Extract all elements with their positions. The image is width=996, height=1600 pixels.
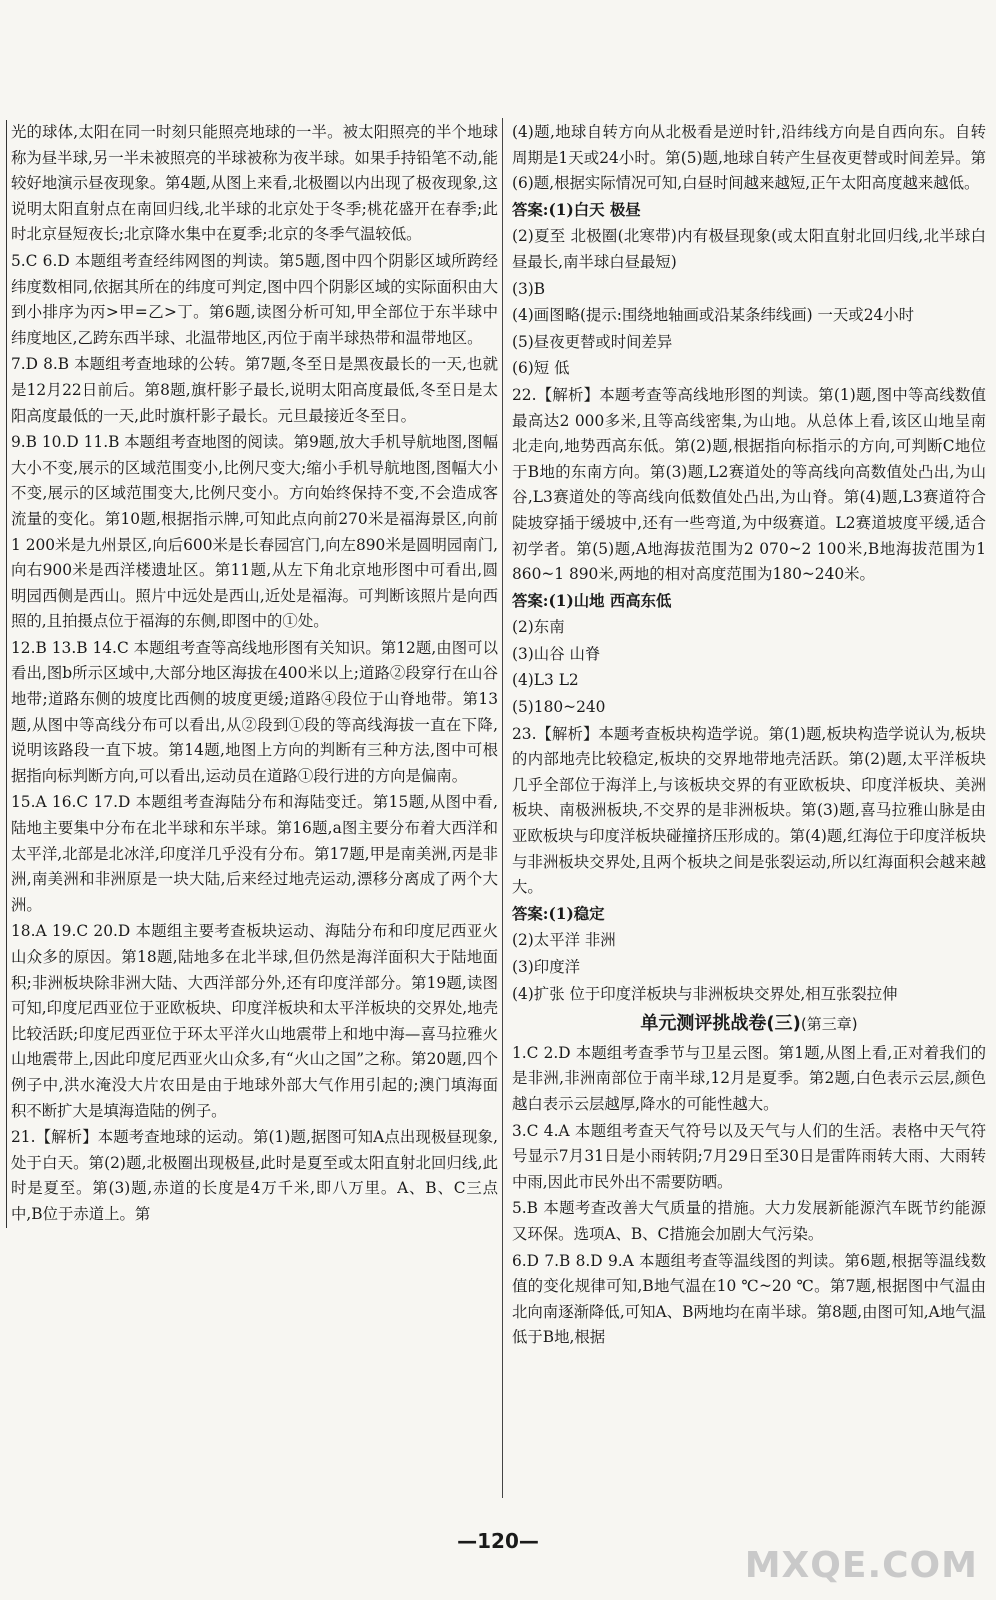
answer-line: (4)L3 L2 (512, 671, 579, 690)
answer-line: 答案:(1)白天 极昼 (512, 200, 641, 219)
paragraph: 3.C 4.A 本题组考查天气符号以及天气与人们的生活。表格中天气符号显示7月31日是小雨转阴;7月29日至30日是雷阵雨转大雨、大雨转中雨,因此市民外出不需要防晒。 (512, 1121, 986, 1191)
paragraph: 22.【解析】本题考查等高线地形图的判读。第(1)题,图中等高线数值最高达2 000多米,且等高线密集,为山地。从总体上看,该区山地呈南北走向,地势西高东低。第(2)题,根据指向标指示的方向,可判断C地位于B地的东南方向。第(3)题,L2赛道处的等高线向高数值处凸出,为山谷,L3赛道处的等高线向低数值处凸出,为山脊。第(4)题,L3赛道符合陡坡穿插于缓坡中,还有一些弯道,为中级赛道。L2赛道坡度平缓,适合初学者。第(5)题,A地海拔范围为2 070~2 100米,B地海拔范围为1 860~1 890米,两地的相对高度范围为180~240米。 (512, 385, 986, 584)
answer-line: 答案:(1)山地 西高东低 (512, 591, 672, 610)
answer-line: (2)夏至 北极圈(北寒带)内有极昼现象(或太阳直射北回归线,北半球白昼最长,南半球白昼最短) (512, 227, 986, 271)
answer-line: 答案:(1)稳定 (512, 904, 605, 923)
paragraph: 1.C 2.D 本题组考查季节与卫星云图。第1题,从图上看,正对着我们的是非洲,非洲南部位于南半球,12月是夏季。第2题,白色表示云层,颜色越白表示云层越厚,降水的可能性越大。 (512, 1043, 986, 1113)
answer-line: (3)印度洋 (512, 958, 580, 976)
answer-line: (6)短 低 (512, 359, 570, 378)
paragraph: 7.D 8.B 本题组考查地球的公转。第7题,冬至日是黑夜最长的一天,也就是12月22日前后。第8题,旗杆影子最长,说明太阳高度最低,冬至日是太阳高度最低的一天,此时旗杆影子最长。元旦最接近冬至日。 (11, 355, 498, 425)
section-heading (512, 1011, 986, 1038)
paragraph: 23.【解析】本题考查板块构造学说。第(1)题,板块构造学说认为,板块的内部地壳比较稳定,板块的交界地带地壳活跃。第(2)题,太平洋板块几乎全部位于海洋上,与该板块交界的有亚欧板块、印度洋板块、美洲板块、南极洲板块,不交界的是非洲板块。第(3)题,喜马拉雅山脉是由亚欧板块与印度洋板块碰撞挤压形成的。第(4)题,红海位于印度洋板块与非洲板块交界处,且两个板块之间是张裂运动,所以红海面积会越来越大。 (512, 724, 986, 897)
paragraph: 5.B 本题考查改善大气质量的措施。大力发展新能源汽车既节约能源又环保。选项A、B、C措施会加剧大气污染。 (512, 1199, 986, 1243)
answer-line: (5)昼夜更替或时间差异 (512, 332, 673, 351)
paragraph: 12.B 13.B 14.C 本题组考查等高线地形图有关知识。第12题,由图可以看出,图b所示区域中,大部分地区海拔在400米以上;道路②段穿行在山谷地带;道路东侧的坡度比西侧的坡度更缓;道路④段位于山脊地带。第13题,从图中等高线分布可以看出,从②段到①段的等高线海拔一直在下降,说明该路段一直下坡。第14题,地图上方向的判断有三种方法,图中可根据指向标判断方向,可以看出,运动员在道路①段行进的方向是偏南。 (11, 638, 498, 785)
left-column (6, 120, 498, 1228)
paragraph: 18.A 19.C 20.D 本题组主要考查板块运动、海陆分布和印度尼西亚火山众多的原因。第18题,陆地多在北半球,但仍然是海洋面积大于陆地面积;非洲板块除非洲大陆、大西洋部分外,还有印度洋部分。第19题,读图可知,印度尼西亚位于亚欧板块、印度洋板块和太平洋板块的交界处,地壳比较活跃;印度尼西亚位于环太平洋火山地震带上和地中海—喜马拉雅火山地震带上,因此印度尼西亚火山众多,有“火山之国”之称。第20题,四个例子中,洪水淹没大片农田是由于地球外部大气作用引起的;澳门填海面积不断扩大是填海造陆的例子。 (11, 922, 498, 1120)
section-title: 单元测评挑战卷(三) (640, 1013, 801, 1035)
answer-line: (2)太平洋 非洲 (512, 931, 616, 950)
right-column (512, 120, 986, 1351)
paragraph: 9.B 10.D 11.B 本题组考查地图的阅读。第9题,放大手机导航地图,图幅大小不变,展示的区域范围变小,比例尺变大;缩小手机导航地图,图幅大小不变,展示的区域范围变大,比例尺变小。方向始终保持不变,不会造成客流量的变化。第10题,根据指示牌,可知此点向前270米是福海景区,向前1 200米是九州景区,向后600米是长春园宫门,向左890米是圆明园南门,向右900米是西洋楼遗址区。第11题,从左下角北京地形图中可看出,圆明园西侧是西山。照片中远处是西山,近处是福海。可判断该照片是向西照的,且拍摄点位于福海的东侧,即图中的①处。 (11, 433, 498, 631)
answer-line: (4)扩张 位于印度洋板块与非洲板块交界处,相互张裂拉伸 (512, 984, 898, 1003)
paragraph: 6.D 7.B 8.D 9.A 本题组考查等温线图的判读。第6题,根据等温线数值的变化规律可知,B地气温在10 ℃~20 ℃。第7题,根据图中气温由北向南逐渐降低,可知A、B两地均在南半球。第8题,由图可知,A地气温低于B地,根据 (512, 1251, 986, 1347)
paragraph: 光的球体,太阳在同一时刻只能照亮地球的一半。被太阳照亮的半个地球称为昼半球,另一半未被照亮的半球被称为夜半球。如果手持铅笔不动,能较好地演示昼夜现象。第4题,从图上来看,北极圈以内出现了极夜现象,这说明太阳直射点在南回归线,北半球的北京处于冬季;桃花盛开在春季;此时北京昼短夜长;北京降水集中在夏季;北京的冬季气温较低。 (11, 123, 498, 244)
watermark-logo: MXQE.COM (744, 1545, 978, 1586)
page-number: —120— (457, 1529, 539, 1553)
paragraph: 5.C 6.D 本题组考查经纬网图的判读。第5题,图中四个阴影区域所跨经纬度数相同,依据其所在的纬度可判定,图中四个阴影区域的实际面积由大到小排序为丙>甲=乙>丁。第6题,读图分析可知,甲全部位于东半球中纬度地区,乙跨东西半球、北温带地区,丙位于南半球热带和温带地区。 (11, 251, 498, 347)
answer-line: (3)山谷 山脊 (512, 644, 601, 663)
answer-line: (3)B (512, 279, 546, 298)
paragraph: 15.A 16.C 17.D 本题组考查海陆分布和海陆变迁。第15题,从图中看,陆地主要集中分布在北半球和东半球。第16题,a图主要分布着大西洋和太平洋,北部是北冰洋,印度洋几乎没有分布。第17题,甲是南美洲,丙是非洲,南美洲和非洲原是一块大陆,后来经过地壳运动,漂移分离成了两个大洲。 (11, 793, 498, 914)
answer-line: (5)180~240 (512, 698, 606, 717)
section-subtitle: (第三章) (800, 1015, 858, 1034)
answer-line: (4)画图略(提示:围绕地轴画或沿某条纬线画) 一天或24小时 (512, 306, 915, 325)
paragraph: (4)题,地球自转方向从北极看是逆时针,沿纬线方向是自西向东。自转周期是1天或24小时。第(5)题,地球自转产生昼夜更替或时间差异。第(6)题,根据实际情况可知,白昼时间越来越短,正午太阳高度越来越低。 (512, 123, 986, 193)
paragraph: 21.【解析】本题考查地球的运动。第(1)题,据图可知A点出现极昼现象,处于白天。第(2)题,北极圈出现极昼,此时是夏至或太阳直射北回归线,此时是夏至。第(3)题,赤道的长度是4万千米,即八万里。A、B、C三点中,B位于赤道上。第 (11, 1128, 498, 1223)
column-divider (502, 118, 503, 1498)
answer-line: (2)东南 (512, 618, 565, 637)
